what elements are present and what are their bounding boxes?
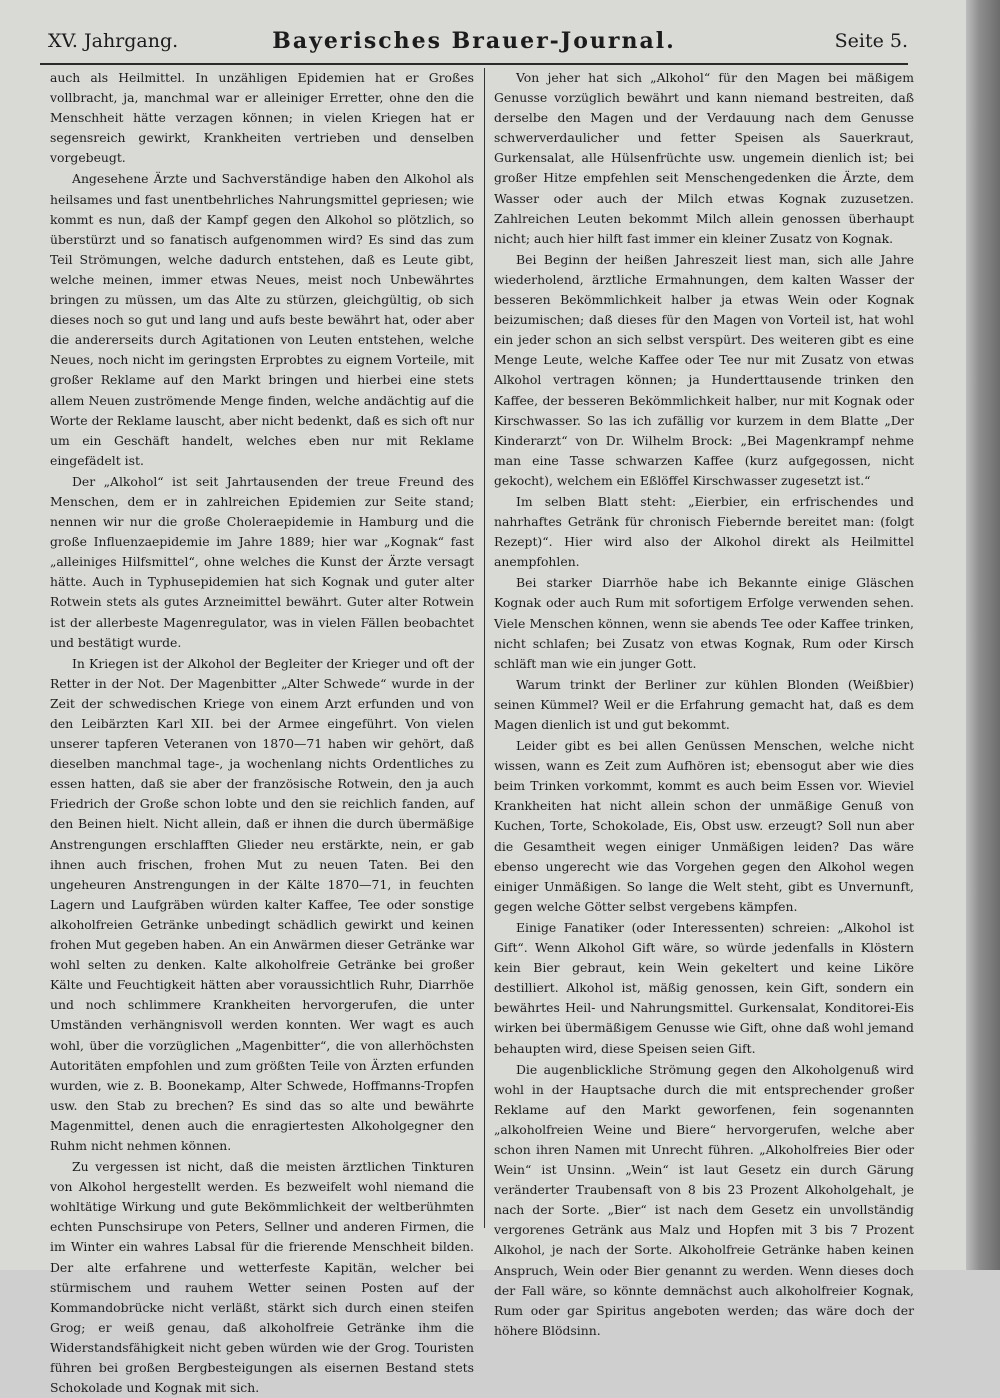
paragraph: In Kriegen ist der Alkohol der Begleiter der Krieger und oft der Retter in der Not. Der Magenbitter „Alter Schwede“ wurde in der Zeit der schwedischen Kriege von einem Arzt erfunden und von den Leibärzten Karl XII. bei der Armee eingeführt. Von vielen unserer tapferen Veteranen von 1870—71 haben wir gehört, daß dieselben manchmal tage-, ja wochenlang nichts Ordentliches zu essen hatten, daß sie aber der französische Rotwein, den ja auch Friedrich der Große schon lobte und den sie reichlich fanden, auf den Beinen hielt. Nicht allein, daß er ihnen die durch übermäßige Anstrengungen erschlafften Glieder neu erstärkte, nein, er gab ihnen auch frischen, frohen Mut zu neuen Taten. Bei den ungeheuren Anstrengungen in der Kälte 1870—71, in feuchten Lagern und Laufgräben würden kalter Kaffee, Tee oder sonstige alkoholfreien Getränke unbedingt schädlich gewirkt und keinen frohen Mut gegeben haben. An ein Anwärmen dieser Getränke war wohl selten zu denken. Kalte alkoholfreie Getränke bei großer Kälte und Feuchtigkeit hätten aber voraussichtlich Ruhr, Diarrhöe und noch schlimmere Krankheiten hervorgerufen, die unter Umständen verhängnisvoll werden konnten. Wer wagt es auch wohl, über die vorzüglichen „Magenbitter“, die von allerhöchsten Autoritäten empfohlen und zum größten Teile von Ärzten erfunden wurden, wie z. B. Boonekamp, Alter Schwede, Hoffmanns-Tropfen usw. den Stab zu brechen? Es sind das so alte und bewährte Magenmittel, denen auch die enragiertesten Alkoholgegner den Ruhm nicht nehmen können. bbox=[50, 655, 474, 1153]
paragraph: Leider gibt es bei allen Genüssen Menschen, welche nicht wissen, wann es Zeit zum Aufhören ist; ebensogut aber wie dies beim Trinken vorkommt, kommt es auch beim Essen vor. Wieviel Krankheiten hat nicht allein schon der unmäßige Genuß von Kuchen, Torte, Schokolade, Eis, Obst usw. erzeugt? Soll nun aber die Gesamtheit wegen einiger Unmäßigen leiden? Das wäre ebenso ungerecht wie das Vorgehen gegen den Alkohol wegen einiger Unmäßigen. So lange die Welt steht, gibt es Unvernunft, gegen welche Götter selbst vergebens kämpfen. bbox=[494, 738, 914, 914]
paragraph: Angesehene Ärzte und Sachverständige haben den Alkohol als heilsames und fast unentbehrliches Nahrungsmittel gepriesen; wie kommt es nun, daß der Kampf gegen den Alkohol so plötzlich, so überstürzt und so fanatisch aufgenommen wird? Es sind das zum Teil Strömungen, welche dadurch entstehen, daß es Leute gibt, welche meinen, immer etwas Neues, meist noch Unbewährtes bringen zu müssen, um das Alte zu stürzen, gleichgültig, ob sich dieses noch so gut und lang und aufs beste bewährt hat, oder aber die andererseits durch Agitationen von Leuten entstehen, welche Neues, noch nicht im geringsten Erprobtes zu eignem Vorteile, mit großer Reklame auf den Markt bringen und hierbei eine stets allem Neuen zuströmende Menge finden, welche andächtig auf die Worte der Reklame lauscht, aber nicht bedenkt, daß es sich oft nur um ein Geschäft handelt, welches eben nur mit Reklame eingefädelt ist. bbox=[50, 171, 474, 468]
column-divider bbox=[484, 68, 485, 1228]
header-rule bbox=[40, 63, 908, 65]
page-edge-shadow bbox=[966, 0, 1000, 1270]
paragraph: Warum trinkt der Berliner zur kühlen Blonden (Weißbier) seinen Kümmel? Weil er die Erfahrung gemacht hat, daß es dem Magen dienlich ist und gut bekommt. bbox=[494, 676, 914, 732]
page-number: Seite 5. bbox=[834, 30, 908, 52]
paragraph: Einige Fanatiker (oder Interessenten) schreien: „Alkohol ist Gift“. Wenn Alkohol Gift wäre, so würde jedenfalls in Klöstern kein Bier gebraut, kein Wein gekeltert und keine Liköre destilliert. Alkohol ist, mäßig genossen, kein Gift, sondern ein bewährtes Heil- und Nahrungsmittel. Gurkensalat, Konditorei-Eis wirken bei übermäßigem Genusse wie Gift, ohne daß wohl jemand behaupten wird, diese Speisen seien Gift. bbox=[494, 919, 914, 1056]
left-column bbox=[50, 68, 474, 1398]
paragraph: Im selben Blatt steht: „Eierbier, ein erfrischendes und nahrhaftes Getränk für chronisch Fiebernde bereitet man: (folgt Rezept)“. Hier wird also der Alkohol direkt als Heilmittel anempfohlen. bbox=[494, 493, 914, 570]
right-column bbox=[494, 68, 914, 1341]
journal-title: Bayerisches Brauer-Journal. bbox=[272, 28, 676, 54]
paragraph: Der „Alkohol“ ist seit Jahrtausenden der treue Freund des Menschen, dem er in zahlreichen Epidemien zur Seite stand; nennen wir nur die große Choleraepidemie in Hamburg und die große Influenzaepidemie im Jahre 1889; hier war „Kognak“ fast „alleiniges Hilfsmittel“, ohne welches die Kunst der Ärzte versagt hätte. Auch in Typhusepidemien hat sich Kognak und guter alter Rotwein stets als gutes Arzneimittel bewährt. Guter alter Rotwein ist der allerbeste Magenregulator, was in vielen Fällen beobachtet und bestätigt wurde. bbox=[50, 473, 474, 650]
paragraph: Zu vergessen ist nicht, daß die meisten ärztlichen Tinkturen von Alkohol hergestellt werden. Es bezweifelt wohl niemand die wohltätige Wirkung und gute Bekömmlichkeit der weltberühmten echten Punschsirupe von Peters, Sellner und anderen Firmen, die im Winter ein wahres Labsal für die frierende Menschheit bilden. Der alte erfahrene und wetterfeste Kapitän, welcher bei stürmischem und rauhem Wetter seinen Posten auf der Kommandobrücke nicht verläßt, stärkt sich durch einen steifen Grog; er weiß genau, daß alkoholfreie Getränke ihm die Widerstandsfähigkeit nicht geben würden wie der Grog. Touristen führen bei großen Bergbesteigungen als eisernen Bestand stets Schokolade und Kognak mit sich. bbox=[50, 1159, 474, 1396]
paragraph: Bei starker Diarrhöe habe ich Bekannte einige Gläschen Kognak oder auch Rum mit sofortigem Erfolge verwenden sehen. Viele Menschen können, wenn sie abends Tee oder Kaffee trinken, nicht schlafen; bei Zusatz von etwas Kognak, Rum oder Kirsch schläft man wie ein junger Gott. bbox=[494, 575, 914, 671]
paragraph: Die augenblickliche Strömung gegen den Alkoholgenuß wird wohl in der Hauptsache durch die mit entsprechender großer Reklame auf den Markt geworfenen, fein sogenannten „alkoholfreien Weine und Biere“ hervorgerufen, welche aber schon ihren Namen mit Unrecht führen. „Alkoholfreies Bier oder Wein“ ist Unsinn. „Wein“ ist laut Gesetz ein durch Gärung veränderter Traubensaft von 8 bis 23 Prozent Alkoholgehalt, je nach der Sorte. „Bier“ ist nach dem Gesetz ein unvollständig vergorenes Getränk aus Malz und Hopfen mit 3 bis 7 Prozent Alkohol, je nach der Sorte. Alkoholfreie Getränke haben keinen Anspruch, Wein oder Bier genannt zu werden. Wenn dieses doch der Fall wäre, so könnte demnächst auch alkoholfreier Kognak, Rum oder gar Spiritus angeboten werden; das wäre doch der höhere Blödsinn. bbox=[494, 1061, 914, 1338]
paragraph: Bei Beginn der heißen Jahreszeit liest man, sich alle Jahre wiederholend, ärztliche Ermahnungen, dem kalten Wasser der besseren Bekömmlichkeit halber ja etwas Wein oder Kognak beizumischen; daß dieses für den Magen von Vorteil ist, hat wohl ein jeder schon an sich selbst verspürt. Des weiteren gibt es eine Menge Leute, welche Kaffee oder Tee nur mit Zusatz von etwas Alkohol vertragen können; ja Hunderttausende trinken den Kaffee, der besseren Bekömmlichkeit halber, nur mit Kognak oder Kirschwasser. So las ich zufällig vor kurzem in dem Blatte „Der Kinderarzt“ von Dr. Wilhelm Brock: „Bei Magenkrampf nehme man eine Tasse schwarzen Kaffee (kurz aufgegossen, nicht gekocht), welchem ein Eßlöffel Kirschwasser zugesetzt ist.“ bbox=[494, 251, 914, 488]
page-header bbox=[40, 28, 908, 58]
paragraph: auch als Heilmittel. In unzähligen Epidemien hat er Großes vollbracht, ja, manchmal war er alleiniger Erretter, ohne den die Menschheit hätte verzagen können; in vielen Kriegen hat er segensreich gewirkt, Krankheiten vertrieben und denselben vorgebeugt. bbox=[50, 70, 474, 166]
volume-label: XV. Jahrgang. bbox=[48, 30, 179, 52]
paragraph: Von jeher hat sich „Alkohol“ für den Magen bei mäßigem Genusse vorzüglich bewährt und kann niemand bestreiten, daß derselbe den Magen und der Verdauung nach dem Genusse schwerverdaulicher und fetter Speisen als Sauerkraut, Gurkensalat, alle Hülsenfrüchte usw. ungemein dienlich ist; bei großer Hitze empfehlen seit Menschengedenken die Ärzte, dem Wasser oder auch der Milch etwas Kognak zuzusetzen. Zahlreichen Leuten bekommt Milch allein genossen überhaupt nicht; auch hier hilft fast immer ein kleiner Zusatz von Kognak. bbox=[494, 70, 914, 246]
